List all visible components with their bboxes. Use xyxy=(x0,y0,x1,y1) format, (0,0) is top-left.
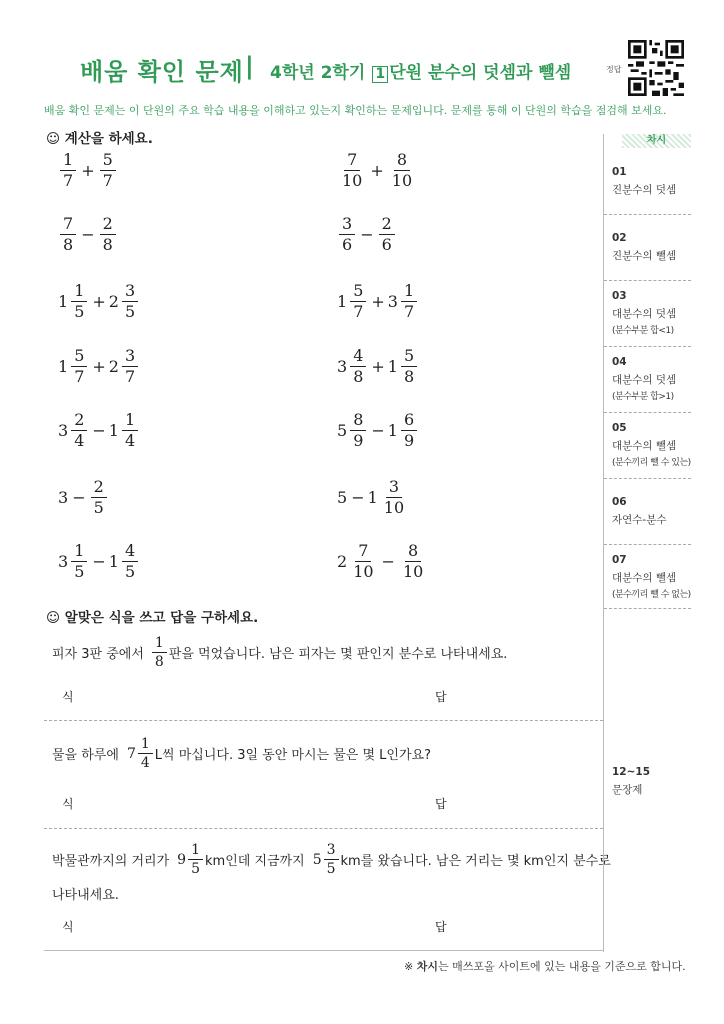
operator: − xyxy=(351,488,365,507)
word-problem-text: 피자 3판 중에서 xyxy=(52,647,144,662)
sidebar-item-03[interactable] xyxy=(604,280,691,347)
fraction xyxy=(381,479,407,516)
operator: + xyxy=(371,292,385,311)
whole-number: 3 xyxy=(337,357,348,376)
numerator: 7 xyxy=(355,543,371,562)
title-separator: | xyxy=(245,52,254,80)
numerator: 1 xyxy=(188,843,203,860)
numerator: 2 xyxy=(91,479,107,498)
denominator: 6 xyxy=(381,235,392,254)
numerator: 2 xyxy=(71,412,87,431)
denominator: 7 xyxy=(63,171,74,190)
numerator: 3 xyxy=(324,843,339,860)
whole-number: 2 xyxy=(337,552,348,571)
section-word-heading xyxy=(46,606,258,626)
sidebar-item-07[interactable] xyxy=(604,544,691,609)
calc-problem-6 xyxy=(337,283,419,320)
fraction xyxy=(350,348,366,385)
fraction xyxy=(60,152,76,189)
numerator: 3 xyxy=(122,283,138,302)
word-problem-text: 박물관까지의 거리가 xyxy=(52,854,170,869)
calc-problem-9 xyxy=(58,412,140,449)
fraction xyxy=(152,636,167,669)
sidebar-title: 차시 xyxy=(622,134,691,148)
lesson-number: 02 xyxy=(612,232,627,244)
fraction xyxy=(60,216,76,253)
whole-number: 5 xyxy=(312,851,322,868)
lesson-number: 01 xyxy=(612,166,627,178)
denominator: 5 xyxy=(124,562,136,581)
word-problem-text: km를 왔습니다. 남은 거리는 몇 km인지 분수로 xyxy=(340,854,611,869)
whole-number: 3 xyxy=(387,292,398,311)
fraction xyxy=(122,283,138,320)
numerator: 1 xyxy=(71,283,87,302)
denominator: 10 xyxy=(342,171,363,190)
operator: + xyxy=(370,161,384,180)
denominator: 8 xyxy=(403,367,415,386)
fraction xyxy=(350,412,366,449)
footnote-bold: 차시 xyxy=(416,960,438,973)
numerator: 1 xyxy=(122,412,138,431)
sidebar-item-02[interactable] xyxy=(604,214,691,281)
denominator: 10 xyxy=(402,562,424,581)
denominator: 6 xyxy=(342,235,353,254)
sidebar-item-06[interactable] xyxy=(604,478,691,545)
denominator: 5 xyxy=(191,861,200,877)
fraction xyxy=(122,412,138,449)
word-problem-text: 판을 먹었습니다. 남은 피자는 몇 판인지 분수로 나타내세요. xyxy=(168,647,508,662)
lesson-title: 대분수의 덧셈 xyxy=(612,308,677,320)
equation-label: 식 xyxy=(62,920,74,934)
numerator: 7 xyxy=(344,152,360,171)
operator: + xyxy=(92,292,106,311)
numerator: 5 xyxy=(401,348,417,367)
lesson-number: 03 xyxy=(612,290,627,302)
whole-number: 2 xyxy=(108,357,119,376)
fraction xyxy=(71,412,87,449)
whole-number: 3 xyxy=(58,421,69,440)
whole-number: 1 xyxy=(387,421,398,440)
equation-label: 식 xyxy=(62,797,74,811)
fraction xyxy=(401,348,417,385)
numerator: 1 xyxy=(71,543,87,562)
denominator: 4 xyxy=(74,431,85,450)
sidebar-item-12-15[interactable] xyxy=(604,608,691,952)
word-problem-2 xyxy=(52,737,597,770)
denominator: 9 xyxy=(353,431,364,450)
calc-problem-14 xyxy=(337,543,428,580)
numerator: 8 xyxy=(350,412,366,431)
fraction xyxy=(91,479,107,516)
calc-problem-10 xyxy=(337,412,419,449)
numerator: 4 xyxy=(350,348,366,367)
denominator: 5 xyxy=(74,562,85,581)
whole-number: 5 xyxy=(337,421,348,440)
fraction xyxy=(350,543,376,580)
whole-number: 9 xyxy=(177,851,187,868)
unit-number-box: 1 xyxy=(372,66,388,83)
fraction xyxy=(350,283,366,320)
denominator: 5 xyxy=(93,498,104,517)
whole-number: 1 xyxy=(387,357,398,376)
operator: − xyxy=(360,225,374,244)
answer-label: 정답 xyxy=(606,65,622,74)
whole-number: 3 xyxy=(58,552,69,571)
word-problem-text: 물을 하루에 xyxy=(52,748,119,763)
calc-problem-4 xyxy=(337,216,397,253)
operator: − xyxy=(72,488,86,507)
calc-problem-7 xyxy=(58,348,140,385)
denominator: 5 xyxy=(124,302,136,321)
whole-number: 5 xyxy=(337,488,348,507)
numerator: 5 xyxy=(71,348,87,367)
calc-problem-13 xyxy=(58,543,140,580)
numerator: 5 xyxy=(100,152,116,171)
footnote-text: 는 매쓰포올 사이트에 있는 내용을 기준으로 합니다. xyxy=(437,960,686,973)
footnote xyxy=(404,958,686,974)
smiley-icon: ☺ xyxy=(46,610,61,626)
lesson-title: 대분수의 뺄셈 xyxy=(612,572,677,584)
sidebar-item-05[interactable] xyxy=(604,412,691,479)
unit-subtitle xyxy=(270,58,571,83)
unit-name: 단원 분수의 덧셈과 뺄셈 xyxy=(389,63,572,83)
fraction xyxy=(71,543,87,580)
lesson-note: (분수부분 합>1) xyxy=(612,392,674,402)
fraction xyxy=(122,543,138,580)
denominator: 5 xyxy=(326,861,336,877)
operator: + xyxy=(371,357,385,376)
denominator: 7 xyxy=(353,302,364,321)
numerator: 3 xyxy=(122,348,138,367)
smiley-icon: ☺ xyxy=(46,131,61,147)
calc-problem-1 xyxy=(58,152,118,189)
intro-text: 배움 확인 문제는 이 단원의 주요 학습 내용을 이해하고 있는지 확인하는 문제입니다. 문제를 통해 이 단원의 학습을 점검해 보세요. xyxy=(44,104,667,117)
fraction xyxy=(339,152,365,189)
fraction xyxy=(100,152,116,189)
lesson-title: 진분수의 덧셈 xyxy=(612,184,677,196)
lesson-title: 대분수의 덧셈 xyxy=(612,374,677,386)
lesson-sidebar xyxy=(603,134,691,952)
numerator: 1 xyxy=(152,636,167,653)
section-word-title: 알맞은 식을 쓰고 답을 구하세요. xyxy=(64,610,259,626)
operator: + xyxy=(92,357,106,376)
fraction xyxy=(379,216,395,253)
lesson-number: 06 xyxy=(612,496,627,508)
lesson-number: 12~15 xyxy=(612,766,651,778)
numerator: 4 xyxy=(122,543,138,562)
divider xyxy=(44,950,603,951)
qr-code-icon[interactable] xyxy=(628,40,684,96)
denominator: 5 xyxy=(74,302,85,321)
denominator: 8 xyxy=(102,235,113,254)
operator: − xyxy=(81,225,95,244)
fraction xyxy=(100,216,116,253)
equation-label: 식 xyxy=(62,690,74,704)
answer-field-label: 답 xyxy=(435,690,447,704)
answer-field-label: 답 xyxy=(435,920,447,934)
fraction xyxy=(188,843,203,876)
numerator: 1 xyxy=(138,737,153,754)
grade-label: 4학년 2학기 xyxy=(270,63,366,83)
operator: − xyxy=(92,421,106,440)
denominator: 8 xyxy=(353,367,364,386)
lesson-title: 문장제 xyxy=(612,784,643,796)
numerator: 2 xyxy=(379,216,395,235)
denominator: 9 xyxy=(403,431,415,450)
lesson-note: (분수부분 합<1) xyxy=(612,326,674,336)
numerator: 8 xyxy=(405,543,421,562)
whole-number: 3 xyxy=(58,488,69,507)
denominator: 10 xyxy=(353,562,374,581)
whole-number: 1 xyxy=(367,488,378,507)
answer-field-label: 답 xyxy=(435,797,447,811)
word-problem-text: L씩 마십니다. 3일 동안 마시는 물은 몇 L인가요? xyxy=(154,748,431,763)
operator: − xyxy=(371,421,385,440)
sidebar-item-01[interactable] xyxy=(604,148,691,215)
denominator: 7 xyxy=(124,367,136,386)
denominator: 10 xyxy=(383,498,405,517)
divider xyxy=(44,828,603,829)
numerator: 3 xyxy=(386,479,402,498)
calc-problem-2 xyxy=(337,152,417,189)
word-problem-3 xyxy=(52,842,611,903)
denominator: 8 xyxy=(63,235,74,254)
fraction xyxy=(339,216,355,253)
denominator: 4 xyxy=(140,755,150,771)
whole-number: 1 xyxy=(58,292,69,311)
denominator: 10 xyxy=(391,171,413,190)
lesson-note: (분수끼리 뺄 수 없는) xyxy=(612,590,691,600)
numerator: 1 xyxy=(60,152,76,171)
numerator: 7 xyxy=(60,216,76,235)
fraction xyxy=(401,283,417,320)
divider xyxy=(44,720,603,721)
calc-problem-8 xyxy=(337,348,419,385)
calc-problem-12 xyxy=(337,479,409,516)
sidebar-item-04[interactable] xyxy=(604,346,691,413)
numerator: 6 xyxy=(401,412,417,431)
section-calc-heading xyxy=(46,127,153,147)
fraction xyxy=(71,283,87,320)
word-problem-1 xyxy=(52,636,597,669)
whole-number: 1 xyxy=(58,357,69,376)
operator: − xyxy=(381,552,395,571)
lesson-number: 05 xyxy=(612,422,627,434)
calc-problem-5 xyxy=(58,283,140,320)
section-calc-title: 계산을 하세요. xyxy=(64,131,153,147)
numerator: 5 xyxy=(350,283,366,302)
numerator: 8 xyxy=(394,152,410,171)
fraction xyxy=(401,412,417,449)
lesson-number: 04 xyxy=(612,356,627,368)
operator: − xyxy=(92,552,106,571)
footnote-mark: ※ xyxy=(404,960,414,973)
fraction xyxy=(324,843,339,876)
denominator: 7 xyxy=(102,171,113,190)
numerator: 3 xyxy=(339,216,355,235)
numerator: 1 xyxy=(401,283,417,302)
lesson-title: 진분수의 뺄셈 xyxy=(612,250,677,262)
calc-problem-3 xyxy=(58,216,118,253)
word-problem-text: km인데 지금까지 xyxy=(205,854,305,869)
whole-number: 1 xyxy=(337,292,348,311)
fraction xyxy=(138,737,153,770)
denominator: 7 xyxy=(403,302,415,321)
denominator: 4 xyxy=(124,431,136,450)
numerator: 2 xyxy=(100,216,116,235)
whole-number: 7 xyxy=(126,745,136,762)
lesson-title: 대분수의 뺄셈 xyxy=(612,440,677,452)
whole-number: 2 xyxy=(108,292,119,311)
lesson-title: 자연수-분수 xyxy=(612,514,667,526)
word-problem-text: 나타내세요. xyxy=(52,888,119,903)
fraction xyxy=(400,543,426,580)
lesson-number: 07 xyxy=(612,554,627,566)
denominator: 8 xyxy=(154,654,164,670)
lesson-note: (분수끼리 뺄 수 있는) xyxy=(612,458,691,468)
denominator: 7 xyxy=(74,367,85,386)
fraction xyxy=(122,348,138,385)
page-title: 배움 확인 문제 xyxy=(80,58,244,86)
calc-problem-11 xyxy=(58,479,109,516)
whole-number: 1 xyxy=(108,552,119,571)
fraction xyxy=(71,348,87,385)
fraction xyxy=(389,152,415,189)
whole-number: 1 xyxy=(108,421,119,440)
operator: + xyxy=(81,161,95,180)
